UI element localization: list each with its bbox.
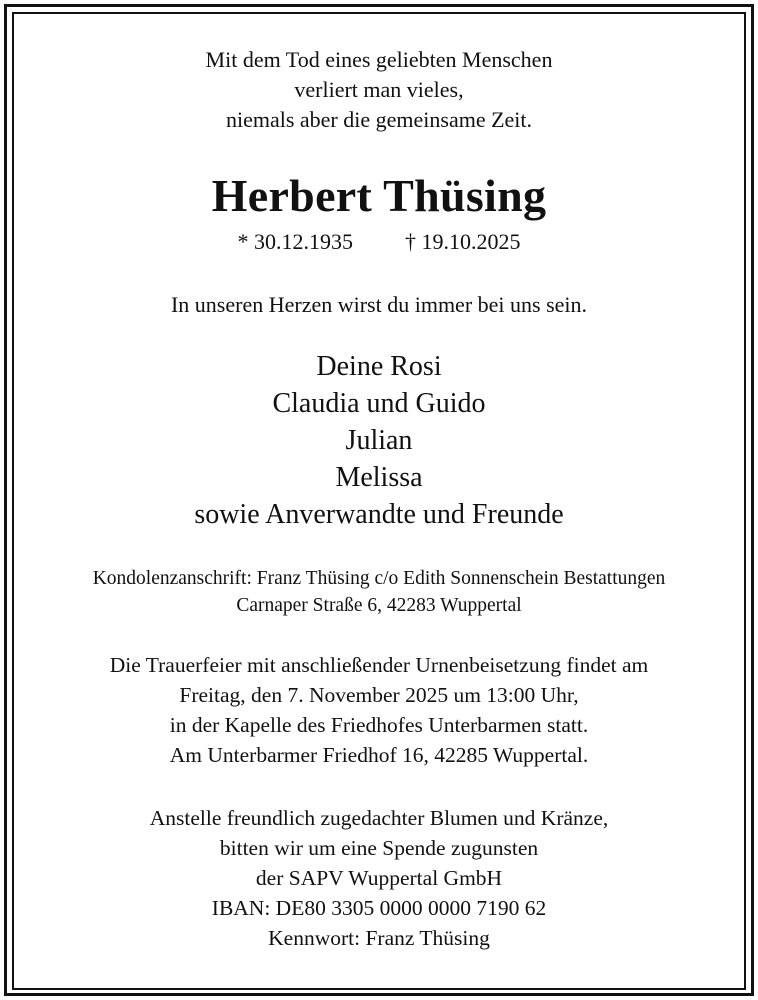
motto-line: verliert man vieles, [294, 77, 464, 102]
life-dates [14, 228, 744, 256]
ceremony-info [14, 650, 744, 770]
mourner: Melissa [335, 462, 423, 493]
condolence-line: Carnaper Straße 6, 42283 Wuppertal [236, 595, 522, 616]
ceremony-line: Die Trauerfeier mit anschließender Urnenbeisetzung findet am [109, 653, 649, 677]
mourner: Julian [345, 425, 413, 456]
donation-info [14, 803, 744, 953]
ceremony-line: Freitag, den 7. November 2025 um 13:00 Uhr, [179, 683, 579, 707]
donation-keyword: Kennwort: Franz Thüsing [268, 926, 490, 950]
mourners-list [14, 348, 744, 533]
remembrance-text: In unseren Herzen wirst du immer bei uns sein. [170, 292, 588, 317]
mourner: Claudia und Guido [272, 388, 486, 419]
condolence-line: Kondolenzanschrift: Franz Thüsing c/o Edith Sonnenschein Bestattungen [92, 568, 666, 589]
donation-line: bitten wir um eine Spende zugunsten [219, 836, 539, 860]
donation-line: Anstelle freundlich zugedachter Blumen und Kränze, [149, 806, 609, 830]
donation-iban: IBAN: DE80 3305 0000 0000 7190 62 [211, 896, 547, 920]
motto-line: Mit dem Tod eines geliebten Menschen [205, 47, 553, 72]
death-date: † 19.10.2025 [405, 229, 521, 254]
deceased-name: Herbert Thüsing [211, 170, 547, 221]
motto-line: niemals aber die gemeinsame Zeit. [225, 107, 533, 132]
donation-line: der SAPV Wuppertal GmbH [255, 866, 503, 890]
condolence-address [14, 565, 744, 619]
ceremony-line: in der Kapelle des Friedhofes Unterbarmen statt. [169, 713, 589, 737]
mourner: sowie Anverwandte und Freunde [194, 499, 564, 530]
mourner: Deine Rosi [316, 351, 442, 382]
birth-date: * 30.12.1935 [237, 229, 353, 254]
motto [14, 45, 744, 135]
ceremony-line: Am Unterbarmer Friedhof 16, 42285 Wuppertal. [169, 743, 589, 767]
